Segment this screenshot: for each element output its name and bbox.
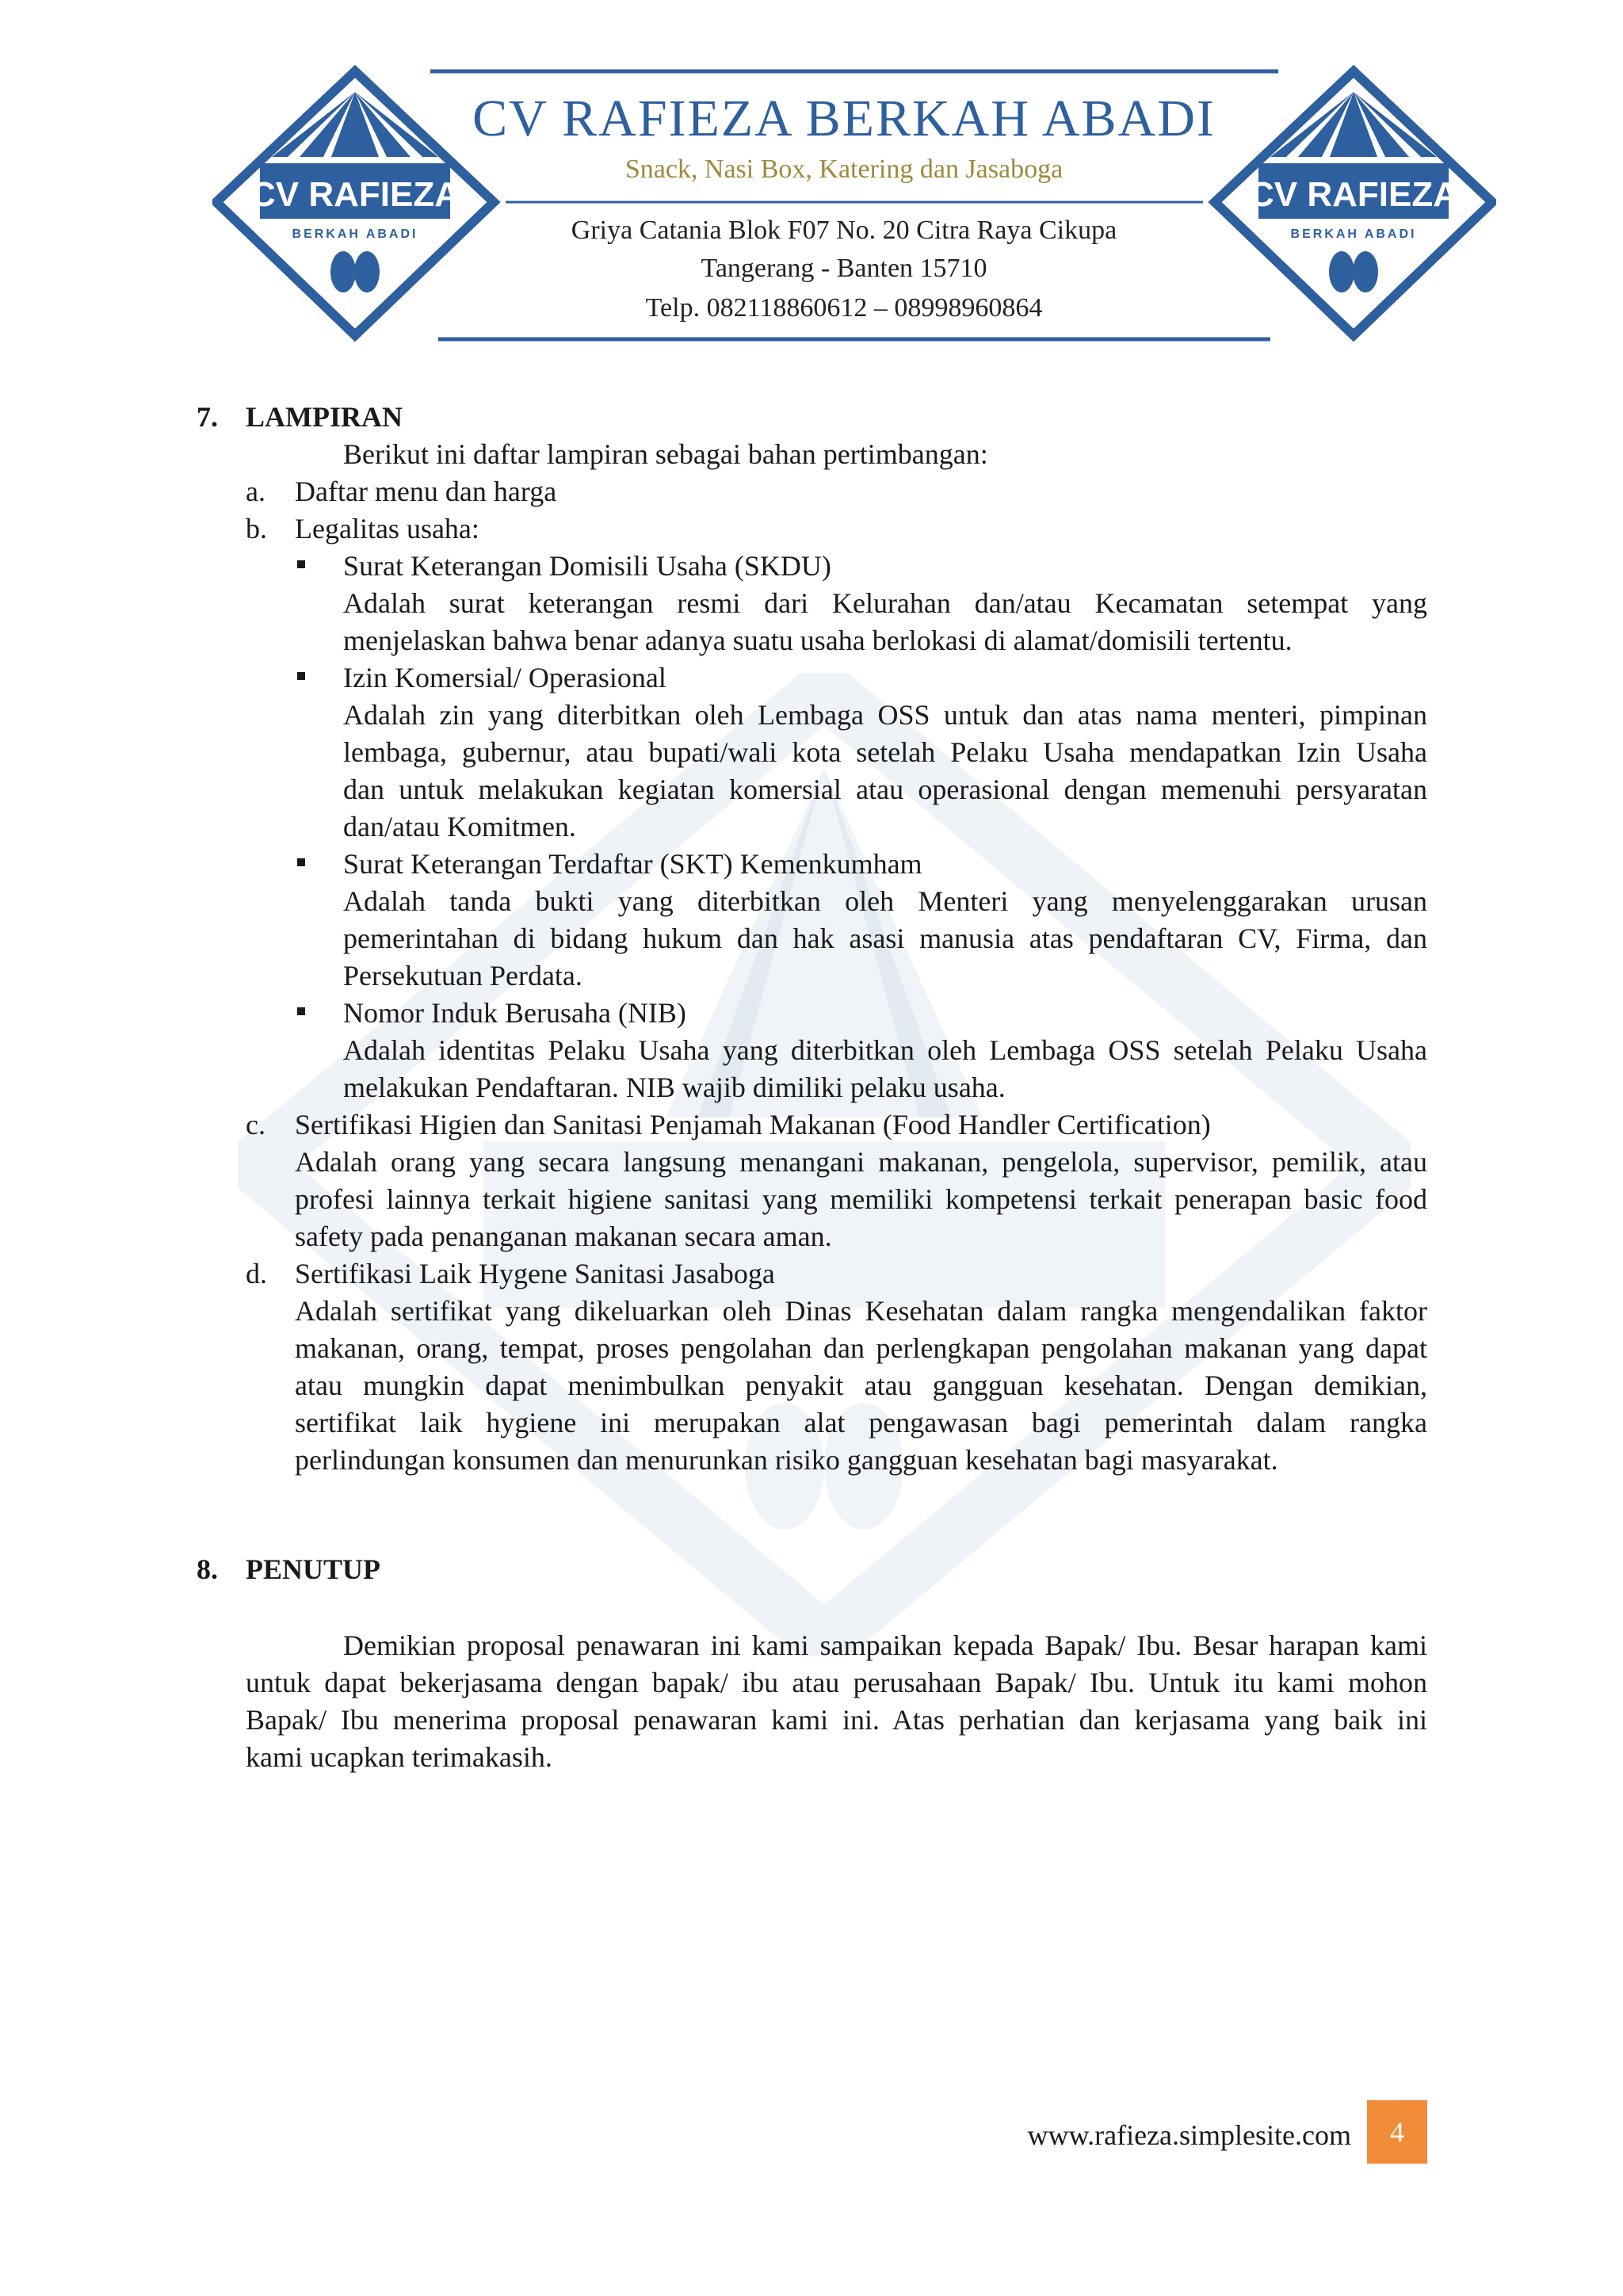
legal-item-desc-line: dan untuk melakukan kegiatan komersial atau operasional dengan memenuhi persyaratan (343, 774, 1427, 805)
company-address-line-1: Griya Catania Blok F07 No. 20 Citra Raya Cikupa (571, 216, 1117, 245)
legal-item-title: Nomor Induk Berusaha (NIB) (343, 997, 686, 1029)
company-address-line-2: Tangerang - Banten 15710 (701, 254, 987, 283)
legal-item-title: Surat Keterangan Terdaftar (SKT) Kemenkumham (343, 848, 922, 880)
legal-item-title: Surat Keterangan Domisili Usaha (SKDU) (343, 550, 831, 582)
item-d-desc-line: Adalah sertifikat yang dikeluarkan oleh Dinas Kesehatan dalam rangka mengendalikan faktor (295, 1295, 1427, 1327)
item-c-desc-line: profesi lainnya terkait higiene sanitasi yang memiliki kompetensi terkait penerapan basic food (295, 1183, 1427, 1215)
legal-item-desc-line: Adalah surat keterangan resmi dari Kelurahan dan/atau Kecamatan setempat yang (343, 587, 1427, 619)
closing-paragraph-line: Bapak/ Ibu menerima proposal penawaran kami ini. Atas perhatian dan kerjasama yang baik ini (246, 1704, 1427, 1736)
item-c-text: Sertifikasi Higien dan Sanitasi Penjamah Makanan (Food Handler Certification) (295, 1109, 1211, 1140)
bullet-square-icon (297, 1007, 305, 1015)
closing-paragraph-line: untuk dapat bekerjasama dengan bapak/ ibu atau perusahaan Bapak/ Ibu. Untuk itu kami mohon (246, 1667, 1427, 1698)
item-d-text: Sertifikasi Laik Hygene Sanitasi Jasaboga (295, 1258, 775, 1289)
legal-item-desc-line: Adalah tanda bukti yang diterbitkan oleh Menteri yang menyelenggarakan urusan (343, 885, 1427, 917)
item-d-marker: d. (246, 1258, 267, 1289)
item-c-marker: c. (246, 1109, 265, 1140)
item-b-text: Legalitas usaha: (295, 513, 479, 544)
section-8-number: 8. (197, 1553, 218, 1585)
closing-paragraph-line: Demikian proposal penawaran ini kami sampaikan kepada Bapak/ Ibu. Besar harapan kami (343, 1629, 1427, 1661)
company-name: CV RAFIEZA BERKAH ABADI (472, 90, 1216, 147)
item-d-desc-line: perlindungan konsumen dan menurunkan risiko gangguan kesehatan bagi masyarakat. (295, 1444, 1278, 1476)
legal-item-desc-line: menjelaskan bahwa benar adanya suatu usaha berlokasi di alamat/domisili tertentu. (343, 625, 1293, 656)
right-emblem-icon (1215, 71, 1492, 335)
legal-item-desc-line: Persekutuan Perdata. (343, 960, 582, 991)
legal-item-desc-line: dan/atau Komitmen. (343, 811, 576, 842)
section-7-number: 7. (197, 401, 218, 433)
item-a-marker: a. (246, 476, 265, 507)
item-c-desc-line: safety pada penanganan makanan secara aman. (295, 1221, 832, 1252)
section-7-intro: Berikut ini daftar lampiran sebagai bahan pertimbangan: (343, 438, 988, 470)
company-tagline: Snack, Nasi Box, Katering dan Jasaboga (624, 155, 1064, 184)
legal-item-desc-line: lembaga, gubernur, atau bupati/wali kota setelah Pelaku Usaha mendapatkan Izin Usaha (343, 736, 1427, 768)
bullet-square-icon (297, 858, 305, 866)
bullet-square-icon (297, 672, 305, 680)
svg-text:CV RAFIEZA: CV RAFIEZA (1249, 175, 1458, 214)
item-b-marker: b. (246, 513, 267, 544)
closing-paragraph-line: kami ucapkan terimakasih. (246, 1741, 552, 1773)
legal-item-desc-line: Adalah zin yang diterbitkan oleh Lembaga OSS untuk dan atas nama menteri, pimpinan (343, 699, 1427, 731)
item-a-text: Daftar menu dan harga (295, 476, 557, 507)
section-7-title: LAMPIRAN (246, 401, 403, 433)
legal-item-desc-line: melakukan Pendaftaran. NIB wajib dimiliki pelaku usaha. (343, 1072, 1006, 1103)
legal-item-title: Izin Komersial/ Operasional (343, 662, 666, 693)
item-d-desc-line: atau mungkin dapat menimbulkan penyakit atau gangguan kesehatan. Dengan demikian, (295, 1370, 1427, 1401)
item-d-desc-line: makanan, orang, tempat, proses pengolahan dan perlengkapan pengolahan makanan yang dapat (295, 1332, 1427, 1364)
item-d-desc-line: sertifikat laik hygiene ini merupakan alat pengawasan bagi pemerintah dalam rangka (295, 1407, 1427, 1438)
page-number-badge: 4 (1367, 2100, 1427, 2164)
legal-item-desc-line: pemerintahan di bidang hukum dan hak asasi manusia atas pendaftaran CV, Firma, dan (343, 923, 1427, 954)
item-c-desc-line: Adalah orang yang secara langsung menangani makanan, pengelola, supervisor, pemilik, atau (295, 1146, 1427, 1178)
legal-item-desc-line: Adalah identitas Pelaku Usaha yang diterbitkan oleh Lembaga OSS setelah Pelaku Usaha (343, 1034, 1427, 1066)
svg-text:CV RAFIEZA: CV RAFIEZA (250, 175, 460, 214)
svg-text:BERKAH ABADI: BERKAH ABADI (292, 227, 418, 241)
company-phone: Telp. 082118860612 – 08998960864 (645, 293, 1043, 323)
bullet-square-icon (297, 560, 305, 568)
footer-website-url: www.rafieza.simplesite.com (1027, 2119, 1351, 2151)
section-8-title: PENUTUP (246, 1553, 380, 1585)
svg-text:BERKAH ABADI: BERKAH ABADI (1290, 227, 1417, 241)
